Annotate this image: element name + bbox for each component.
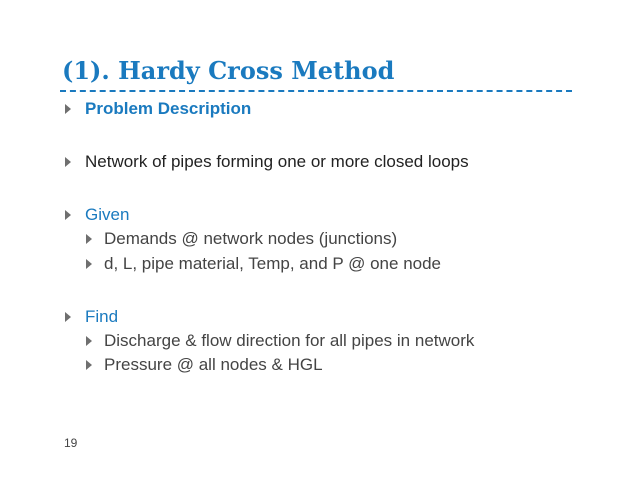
page-number: 19 xyxy=(64,436,78,450)
triangle-right-icon xyxy=(86,336,92,346)
bullet-problem-description xyxy=(65,98,251,120)
bullet-text: Network of pipes forming one or more closed loops xyxy=(85,152,469,171)
bullet-text: Find xyxy=(85,307,119,326)
bullet-text: d, L, pipe material, Temp, and P @ one node xyxy=(104,254,442,273)
bullet-text: Given xyxy=(85,205,130,224)
triangle-right-icon xyxy=(65,210,71,220)
bullet-text: Problem Description xyxy=(85,99,252,118)
sub-bullet-pressure xyxy=(86,354,323,376)
bullet-text: Pressure @ all nodes & HGL xyxy=(104,355,323,374)
bullet-text: Discharge & flow direction for all pipes in network xyxy=(104,331,475,350)
triangle-right-icon xyxy=(86,234,92,244)
sub-bullet-pipe-parameters xyxy=(86,253,441,275)
bullet-text: Demands @ network nodes (junctions) xyxy=(104,229,398,248)
sub-bullet-discharge xyxy=(86,330,474,352)
sub-bullet-demands xyxy=(86,228,397,250)
bullet-network-statement xyxy=(65,151,469,173)
triangle-right-icon xyxy=(86,360,92,370)
title-divider xyxy=(60,90,572,92)
bullet-given xyxy=(65,204,129,226)
triangle-right-icon xyxy=(65,312,71,322)
triangle-right-icon xyxy=(86,259,92,269)
bullet-find xyxy=(65,306,118,328)
triangle-right-icon xyxy=(65,104,71,114)
triangle-right-icon xyxy=(65,157,71,167)
slide-title: (1). Hardy Cross Method xyxy=(62,56,395,85)
